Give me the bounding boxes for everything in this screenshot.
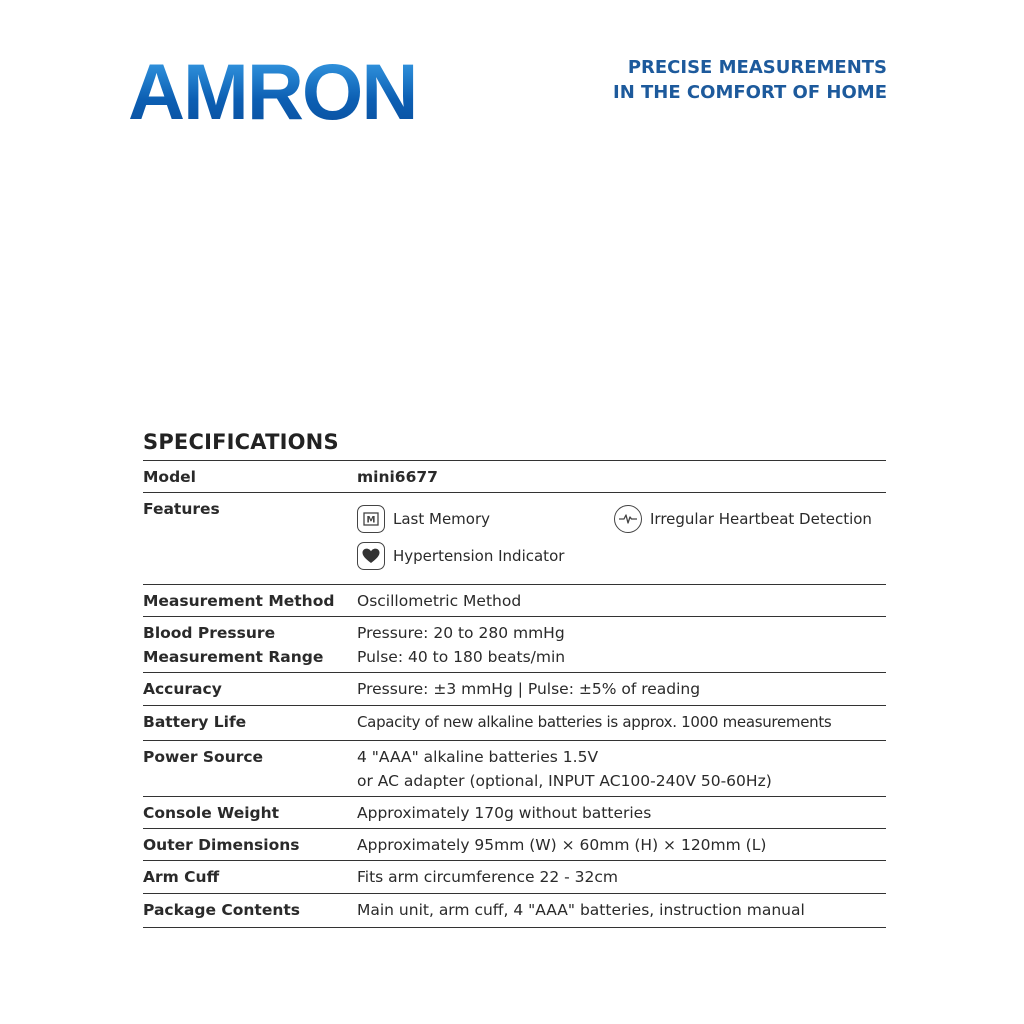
spec-label: Features	[143, 500, 220, 518]
memory-icon-letter: M	[366, 515, 376, 526]
spec-value-line: Pressure: 20 to 280 mmHg	[357, 624, 565, 642]
spec-value-line: Pulse: 40 to 180 beats/min	[357, 648, 566, 666]
spec-value: Approximately 95mm (W) × 60mm (H) × 120mm (L)	[357, 836, 767, 854]
spec-value: mini6677	[357, 468, 438, 486]
spec-value: Approximately 170g without batteries	[357, 804, 652, 822]
spec-label	[143, 617, 357, 672]
feature-item-irregular-heartbeat	[614, 505, 872, 533]
brand-logo: AMRON	[128, 47, 417, 136]
feature-item-hypertension	[357, 542, 564, 570]
spec-label-line: Measurement Range	[143, 648, 324, 666]
spec-value-line: or AC adapter (optional, INPUT AC100-240V 50-60Hz)	[357, 772, 772, 790]
spec-label: Arm Cuff	[143, 868, 220, 886]
heartbeat-icon	[614, 505, 642, 533]
spec-row-measurement-method	[143, 585, 886, 617]
feature-label: Hypertension Indicator	[393, 547, 565, 565]
spec-label: Measurement Method	[143, 592, 335, 610]
spec-value: Fits arm circumference 22 - 32cm	[357, 868, 618, 886]
feature-label: Last Memory	[393, 510, 491, 528]
spec-label: Package Contents	[143, 901, 301, 919]
spec-row-accuracy	[143, 673, 886, 706]
spec-value: Main unit, arm cuff, 4 "AAA" batteries, instruction manual	[357, 901, 805, 919]
features-list	[357, 493, 886, 585]
spec-label: Console Weight	[143, 804, 280, 822]
spec-row-measurement-range	[143, 617, 886, 673]
spec-label: Model	[143, 468, 196, 486]
spec-label: Power Source	[143, 748, 264, 766]
spec-value	[357, 617, 886, 672]
tagline-line: IN THE COMFORT OF HOME	[613, 82, 887, 103]
spec-label: Accuracy	[143, 680, 222, 698]
tagline-line: PRECISE MEASUREMENTS	[627, 57, 887, 78]
spec-row-features	[143, 493, 886, 585]
spec-row-outer-dimensions	[143, 829, 886, 861]
specifications-heading: SPECIFICATIONS	[143, 430, 339, 454]
spec-row-console-weight	[143, 797, 886, 829]
spec-row-package-contents	[143, 894, 886, 928]
spec-row-arm-cuff	[143, 861, 886, 894]
spec-value: Pressure: ±3 mmHg | Pulse: ±5% of reading	[357, 680, 701, 698]
feature-item-last-memory	[357, 505, 490, 533]
spec-label: Outer Dimensions	[143, 836, 300, 854]
spec-label-line: Blood Pressure	[143, 624, 276, 642]
spec-value: Oscillometric Method	[357, 592, 522, 610]
spec-row-battery-life	[143, 706, 886, 741]
feature-label: Irregular Heartbeat Detection	[650, 510, 872, 528]
spec-row-model	[143, 461, 886, 493]
spec-row-power-source	[143, 741, 886, 797]
heart-icon	[357, 542, 385, 570]
memory-icon	[357, 505, 385, 533]
brand-tagline	[613, 55, 887, 105]
spec-label: Battery Life	[143, 713, 247, 731]
spec-value: Capacity of new alkaline batteries is approx. 1000 measurements	[357, 713, 832, 731]
spec-value-line: 4 "AAA" alkaline batteries 1.5V	[357, 748, 599, 766]
spec-value	[357, 741, 886, 796]
specifications-table	[143, 460, 886, 928]
